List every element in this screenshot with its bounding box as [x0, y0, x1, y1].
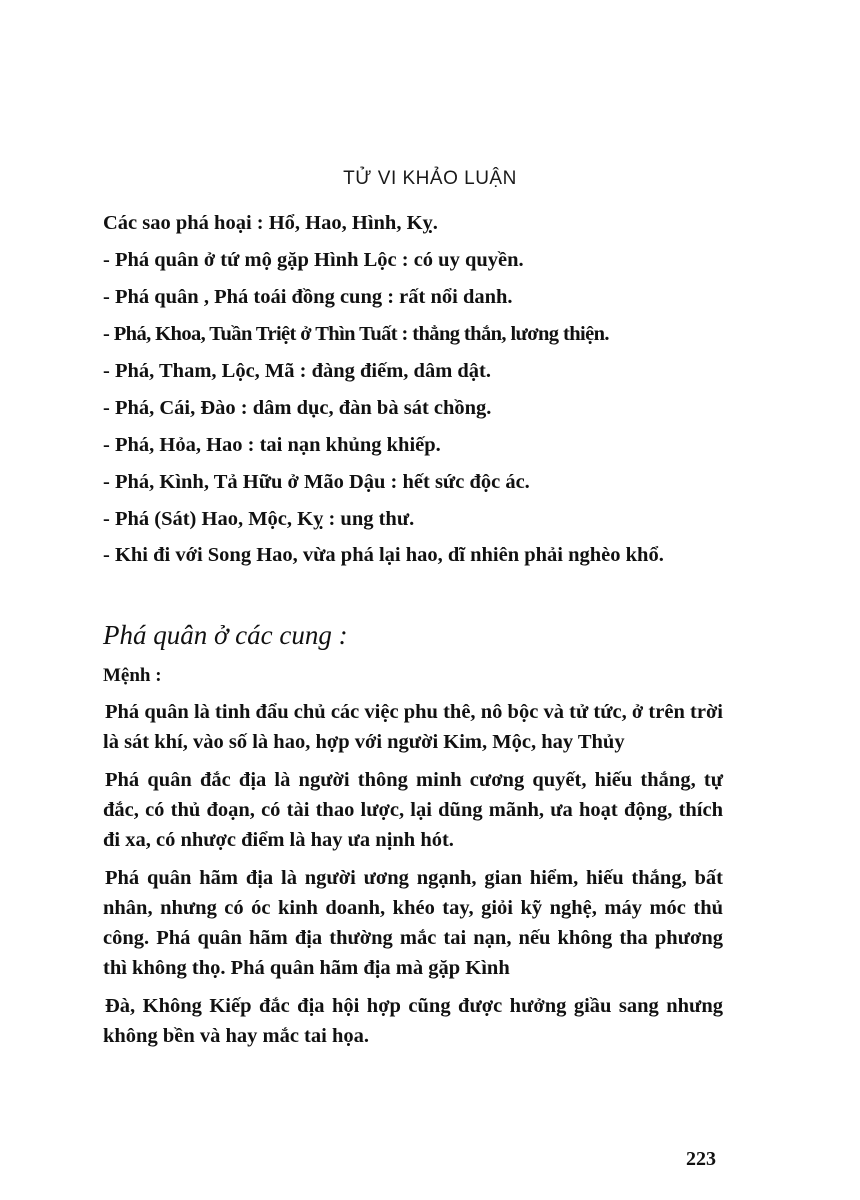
- paragraph: Phá quân hãm địa là người ương ngạnh, gian hiểm, hiếu thắng, bất nhân, nhưng có óc kinh doanh, khéo tay, giỏi kỹ nghệ, máy móc thủ công. Phá quân hãm địa thường mắc tai nạn, nếu không tha phương thì không thọ. Phá quân hãm địa mà gặp Kình: [103, 867, 723, 979]
- page-number: 223: [686, 1148, 716, 1170]
- page-content: [103, 208, 723, 1059]
- intro-line: - Phá, Khoa, Tuần Triệt ở Thìn Tuất : thẳng thắn, lương thiện.: [103, 323, 609, 345]
- intro-line: - Phá quân ở tứ mộ gặp Hình Lộc : có uy quyền.: [103, 249, 524, 271]
- section-body: [103, 697, 723, 1051]
- intro-line: - Phá, Hỏa, Hao : tai nạn khủng khiếp.: [103, 434, 441, 456]
- intro-line: - Phá (Sát) Hao, Mộc, Kỵ : ung thư.: [103, 508, 415, 530]
- paragraph: Phá quân đắc địa là người thông minh cương quyết, hiếu thắng, tự đắc, có thủ đoạn, có tài thao lược, lại dũng mãnh, ưa hoạt động, thích đi xa, có nhược điểm là hay ưa nịnh hót.: [103, 769, 723, 851]
- intro-line: Các sao phá hoại : Hổ, Hao, Hình, Kỵ.: [103, 212, 438, 234]
- intro-line: - Phá, Tham, Lộc, Mã : đàng điếm, dâm dật.: [103, 360, 492, 382]
- subsection-title: Mệnh :: [103, 665, 162, 686]
- intro-list: [103, 208, 723, 569]
- paragraph: Đà, Không Kiếp đắc địa hội hợp cũng được hưởng giầu sang nhưng không bền và hay mắc tai họa.: [103, 995, 723, 1047]
- intro-line: - Phá, Cái, Đào : dâm dục, đàn bà sát chồng.: [103, 397, 492, 419]
- intro-line: - Khi đi với Song Hao, vừa phá lại hao, dĩ nhiên phải nghèo khổ.: [103, 544, 664, 566]
- section-title: Phá quân ở các cung :: [103, 620, 348, 650]
- intro-line: - Phá, Kình, Tả Hữu ở Mão Dậu : hết sức độc ác.: [103, 471, 530, 493]
- intro-line: - Phá quân , Phá toái đồng cung : rất nổi danh.: [103, 286, 513, 308]
- paragraph: Phá quân là tinh đẩu chủ các việc phu thê, nô bộc và tử tức, ở trên trời là sát khí, vào số là hao, hợp với người Kim, Mộc, hay Thủy: [103, 701, 723, 753]
- running-header: TỬ VI KHẢO LUẬN: [343, 168, 517, 189]
